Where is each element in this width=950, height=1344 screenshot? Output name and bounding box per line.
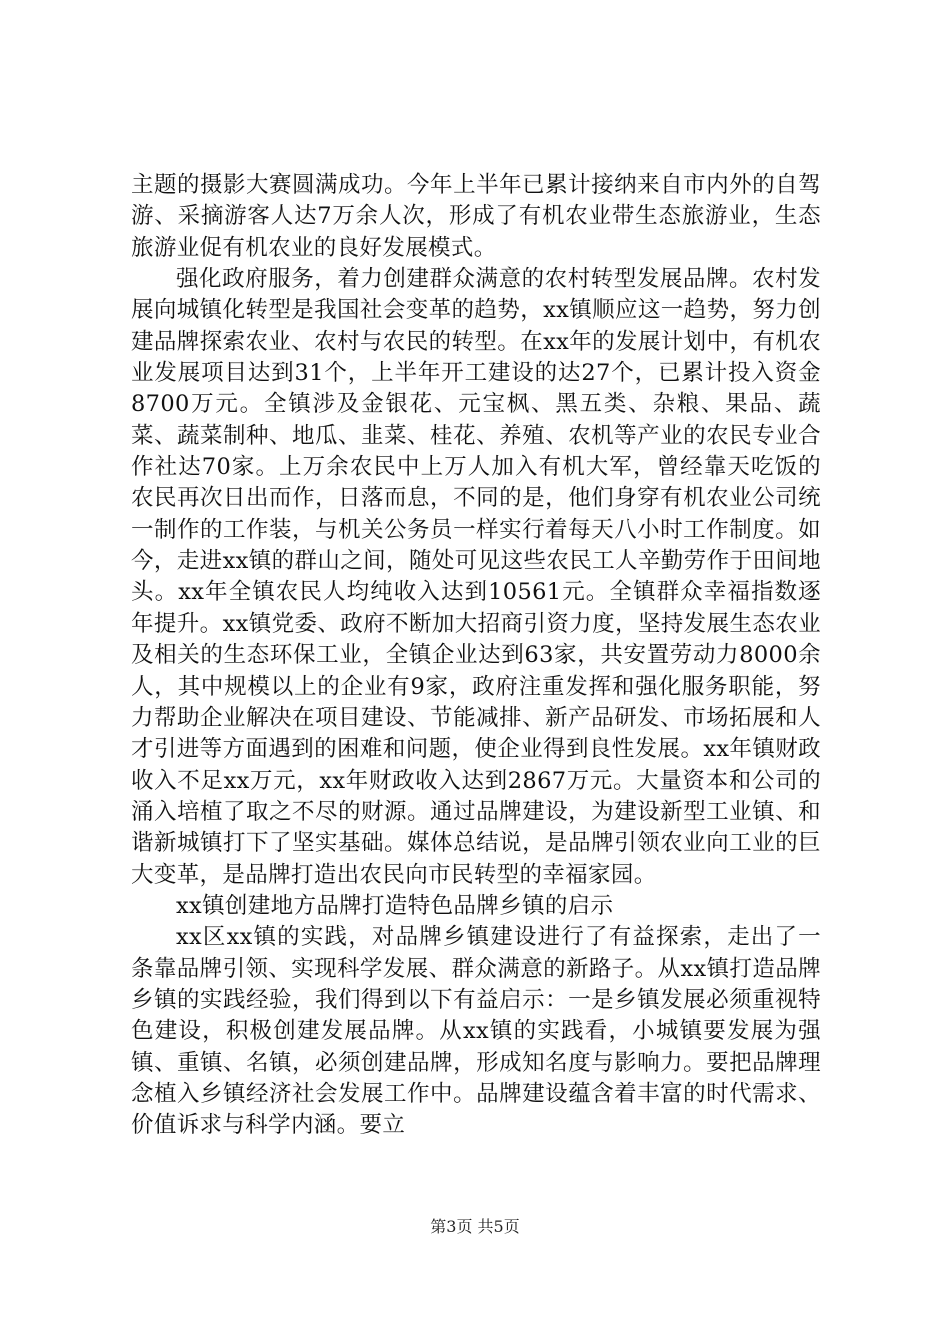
section-heading: xx镇创建地方品牌打造特色品牌乡镇的启示	[176, 892, 614, 919]
page-number-footer: 第3页 共5页	[430, 1217, 520, 1236]
document-body	[131, 170, 821, 1142]
paragraph-2: 强化政府服务，着力创建群众满意的农村转型发展品牌。农村发展向城镇化转型是我国社会变革的趋势，xx镇顺应这一趋势，努力创建品牌探索农业、农村与农民的转型。在xx年的发展计划中，有机农业发展项目达到31个，上半年开工建设的达27个，已累计投入资金8700万元。全镇涉及金银花、元宝枫、黑五类、杂粮、果品、蔬菜、蔬菜制种、地瓜、韭菜、桂花、养殖、农机等产业的农民专业合作社达70家。上万余农民中上万人加入有机大军，曾经靠天吃饭的农民再次日出而作，日落而息，不同的是，他们身穿有机农业公司统一制作的工作装，与机关公务员一样实行着每天八小时工作制度。如今，走进xx镇的群山之间，随处可见这些农民工人辛勤劳作于田间地头。xx年全镇农民人均纯收入达到10561元。全镇群众幸福指数逐年提升。xx镇党委、政府不断加大招商引资力度，坚持发展生态农业及相关的生态环保工业，全镇企业达到63家，共安置劳动力8000余人，其中规模以上的企业有9家，政府注重发挥和强化服务职能，努力帮助企业解决在项目建设、节能减排、新产品研发、市场拓展和人才引进等方面遇到的困难和问题，使企业得到良性发展。xx年镇财政收入不足xx万元，xx年财政收入达到2867万元。大量资本和公司的涌入培植了取之不尽的财源。通过品牌建设，为建设新型工业镇、和谐新城镇打下了坚实基础。媒体总结说，是品牌引领农业向工业的巨大变革，是品牌打造出农民向市民转型的幸福家园。	[131, 266, 821, 888]
paragraph-1: 主题的摄影大赛圆满成功。今年上半年已累计接纳来自市内外的自驾游、采摘游客人达7万余人次，形成了有机农业带生态旅游业，生态旅游业促有机农业的良好发展模式。	[131, 172, 821, 261]
paragraph-3: xx区xx镇的实践，对品牌乡镇建设进行了有益探索，走出了一条靠品牌引领、实现科学发展、群众满意的新路子。从xx镇打造品牌乡镇的实践经验，我们得到以下有益启示：一是乡镇发展必须重视特色建设，积极创建发展品牌。从xx镇的实践看，小城镇要发展为强镇、重镇、名镇，必须创建品牌，形成知名度与影响力。要把品牌理念植入乡镇经济社会发展工作中。品牌建设蕴含着丰富的时代需求、价值诉求与科学内涵。要立	[131, 924, 821, 1139]
